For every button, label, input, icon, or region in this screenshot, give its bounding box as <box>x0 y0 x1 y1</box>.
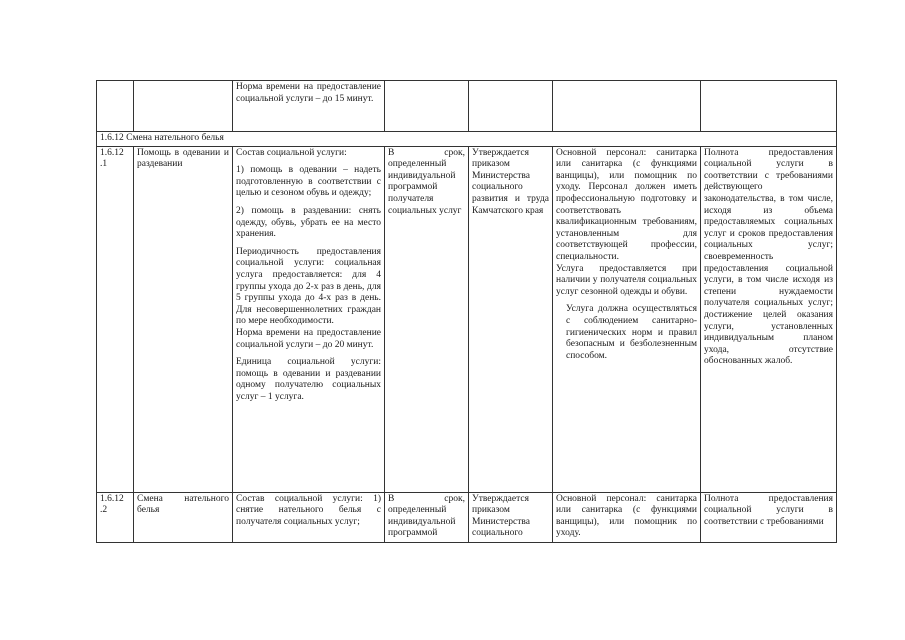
service-name: Смена нательного белья <box>134 492 233 542</box>
service-term: В срок, определенный индивидуальной программой <box>385 492 469 542</box>
cell-num-empty <box>97 81 134 132</box>
hygiene-requirement: Услуга должна осуществляться с соблюдением санитарно-гигиенических норм и правил безопасным и безболезненным способом. <box>566 304 697 361</box>
cell-term-empty <box>385 81 469 132</box>
cell-tariff-empty <box>469 81 553 132</box>
row-number: 1.6.12 .2 <box>97 492 134 542</box>
table-row <box>97 492 837 542</box>
services-table <box>96 80 837 543</box>
service-content <box>233 492 385 542</box>
clothing-requirement: Услуга предоставляется при наличии у получателя социальных услуг сезонной одежды и обуви. <box>556 263 697 297</box>
quality-indicators: Полнота предоставления социальной услуги в соответствии с требованиями <box>701 492 837 542</box>
cell-norm-time: Норма времени на предоставление социальной услуги – до 15 минут. <box>233 81 385 132</box>
content-heading: Состав социальной услуги: 1) снятие нательного белья с получателя социальных услуг; <box>236 493 381 527</box>
periodicity: Периодичность предоставления социальной услуги: социальная услуга предоставляется: для 4 группы ухода до 2-х раз в день, для 5 группы ухода до 4-х раз в день. Для несовершеннолетних граждан по мере необходимости. <box>236 246 381 327</box>
table-row-continued <box>97 81 837 132</box>
service-tariff: Утверждается приказом Министерства социального развития и труда Камчатского края <box>469 146 553 492</box>
table-row <box>97 146 837 492</box>
service-content <box>233 146 385 492</box>
service-conditions <box>553 492 701 542</box>
norm-time: Норма времени на предоставление социальной услуги – до 20 минут. <box>236 327 381 350</box>
quality-indicators: Полнота предоставления социальной услуги в соответствии с требованиями действующего законодательства, в том числе, исходя из объема предоставляемых социальных услуг и сроков предоставления социальных услуг; своевременность предоставления социальной услуги, в том числе исходя из степени нуждаемости получателя социальных услуг; достижение целей оказания услуги, установленных индивидуальным планом ухода, отсутствие обоснованных жалоб. <box>701 146 837 492</box>
cell-indicators-empty <box>701 81 837 132</box>
content-heading: Состав социальной услуги: <box>236 147 347 158</box>
staff-requirements: Основной персонал: санитарка или санитарка (с функциями ванщицы), или помощник по уходу. Персонал должен иметь профессиональную подготовку и соответствовать квалификационным требованиям, установленным для соответствующей профессии, специальности. <box>556 147 697 262</box>
section-title: 1.6.12 Смена нательного белья <box>97 132 837 147</box>
service-name: Помощь в одевании и раздевании <box>134 146 233 492</box>
cell-name-empty <box>134 81 233 132</box>
staff-requirements: Основной персонал: санитарка или санитарка (с функциями ванщицы), или помощник по уходу. <box>556 493 697 539</box>
content-item-2: 2) помощь в раздевании: снять одежду, обувь, убрать ее на место хранения. <box>236 205 381 240</box>
service-tariff: Утверждается приказом Министерства социального <box>469 492 553 542</box>
service-conditions <box>553 146 701 492</box>
service-unit: Единица социальной услуги: помощь в одевании и раздевании одному получателю социальных услуг – 1 услуга. <box>236 357 381 402</box>
section-row <box>97 132 837 147</box>
service-term: В срок, определенный индивидуальной программой получателя социальных услуг <box>385 146 469 492</box>
row-number: 1.6.12 .1 <box>97 146 134 492</box>
content-item-1: 1) помощь в одевании – надеть подготовленную в соответствии с целью и сезоном обувь и одежду; <box>236 165 381 199</box>
cell-conditions-empty <box>553 81 701 132</box>
